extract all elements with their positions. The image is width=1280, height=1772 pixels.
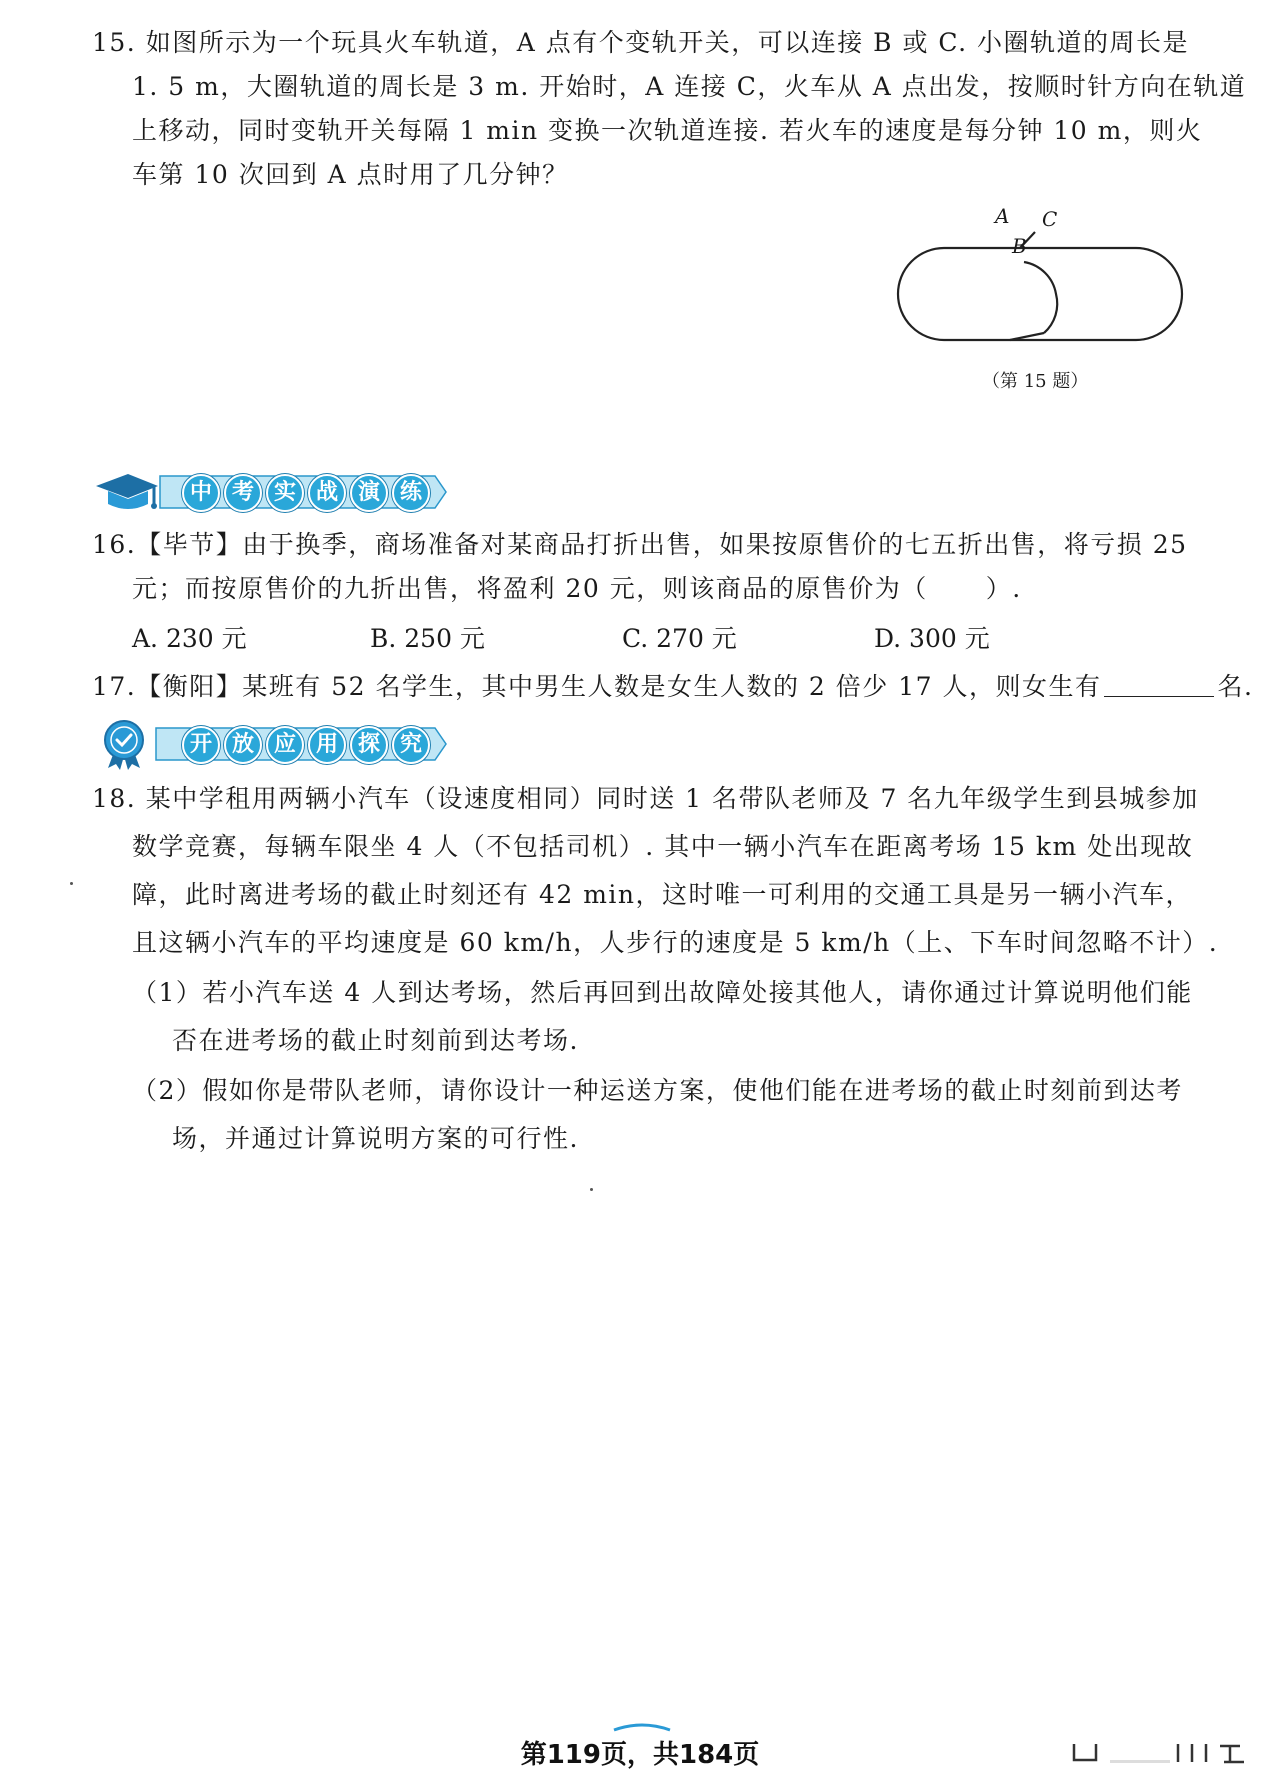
q16-line-2-end: ）. [985, 574, 1022, 603]
page-number-footer: 第119页，共184页 [520, 1740, 760, 1770]
q15-line-3: 上移动，同时变轨开关每隔 1 min 变换一次轨道连接. 若火车的速度是每分钟 10 m，则火 [132, 116, 1203, 145]
badge-check-icon [92, 718, 156, 770]
q18-part2-line-1: （2）假如你是带队老师，请你设计一种运送方案，使他们能在进考场的截止时刻前到达考 [132, 1076, 1183, 1105]
banner1-char-2: 考 [224, 474, 262, 512]
q15-line-4: 车第 10 次回到 A 点时用了几分钟？ [132, 160, 569, 189]
section-banner-explore [90, 718, 450, 770]
banner2-char-2: 放 [224, 726, 262, 764]
scan-speck [590, 1188, 593, 1191]
question-17 [92, 670, 1253, 704]
section-banner-practice [90, 466, 450, 518]
q16-option-a: A. 230 元 [132, 624, 247, 653]
viewer-toolbar [1066, 1740, 1266, 1768]
banner1-char-5: 演 [350, 474, 388, 512]
q18-line-3: 障，此时离进考场的截止时刻还有 42 min，这时唯一可利用的交通工具是另一辆小汽车， [132, 880, 1193, 909]
q17-answer-blank[interactable] [1104, 672, 1214, 697]
q17-end: 名. [1217, 672, 1254, 701]
banner2-char-1: 开 [182, 726, 220, 764]
q17-text: 17.【衡阳】某班有 52 名学生，其中男生人数是女生人数的 2 倍少 17 人，则女生有 [92, 672, 1102, 701]
q18-part2-line-2: 场，并通过计算说明方案的可行性. [172, 1124, 579, 1153]
q18-line-2: 数学竞赛，每辆车限坐 4 人（不包括司机）. 其中一辆小汽车在距离考场 15 km 处出现故 [132, 832, 1194, 861]
q16-line-2 [132, 572, 1022, 606]
track-diagram [860, 212, 1220, 362]
scroll-handle-icon [1110, 1744, 1244, 1763]
label-a: A [995, 204, 1010, 228]
q15-track-figure [860, 204, 1220, 362]
banner2-char-6: 究 [392, 726, 430, 764]
banner1-char-1: 中 [182, 474, 220, 512]
q16-option-d: D. 300 元 [874, 624, 990, 653]
single-page-icon [1074, 1744, 1096, 1760]
q16-option-c: C. 270 元 [622, 624, 737, 653]
label-c: C [1042, 207, 1058, 231]
banner1-char-6: 练 [392, 474, 430, 512]
footer-arc-decoration [612, 1722, 672, 1732]
banner2-char-4: 用 [308, 726, 346, 764]
q18-part1-line-2: 否在进考场的截止时刻前到达考场. [172, 1026, 579, 1055]
big-loop-track [898, 248, 1182, 340]
graduation-cap-icon [90, 468, 160, 516]
q16-option-b: B. 250 元 [370, 624, 485, 653]
q18-part1-line-1: （1）若小汽车送 4 人到达考场，然后再回到出故障处接其他人，请你通过计算说明他们能 [132, 978, 1193, 1007]
banner2-char-5: 探 [350, 726, 388, 764]
q15-line-2: 1. 5 m，大圈轨道的周长是 3 m. 开始时，A 连接 C，火车从 A 点出发，按顺时针方向在轨道 [132, 72, 1247, 101]
small-loop-track [1024, 262, 1057, 333]
q15-line-1: 15. 如图所示为一个玩具火车轨道，A 点有个变轨开关，可以连接 B 或 C. 小圈轨道的周长是 [92, 28, 1190, 57]
scan-speck [70, 882, 73, 885]
banner1-char-4: 战 [308, 474, 346, 512]
q16-line-1: 16.【毕节】由于换季，商场准备对某商品打折出售，如果按原售价的七五折出售，将亏损 25 [92, 530, 1188, 559]
q15-figure-caption: （第 15 题） [982, 371, 1089, 392]
banner1-char-3: 实 [266, 474, 304, 512]
banner2-char-3: 应 [266, 726, 304, 764]
q18-line-1: 18. 某中学租用两辆小汽车（设速度相同）同时送 1 名带队老师及 7 名九年级学生到县城参加 [92, 784, 1199, 813]
label-b: B [1012, 234, 1027, 258]
q18-line-4: 且这辆小汽车的平均速度是 60 km/h，人步行的速度是 5 km/h（上、下车时间忽略不计）. [132, 928, 1219, 957]
q16-line-2-text: 元；而按原售价的九折出售，将盈利 20 元，则该商品的原售价为（ [132, 574, 928, 603]
